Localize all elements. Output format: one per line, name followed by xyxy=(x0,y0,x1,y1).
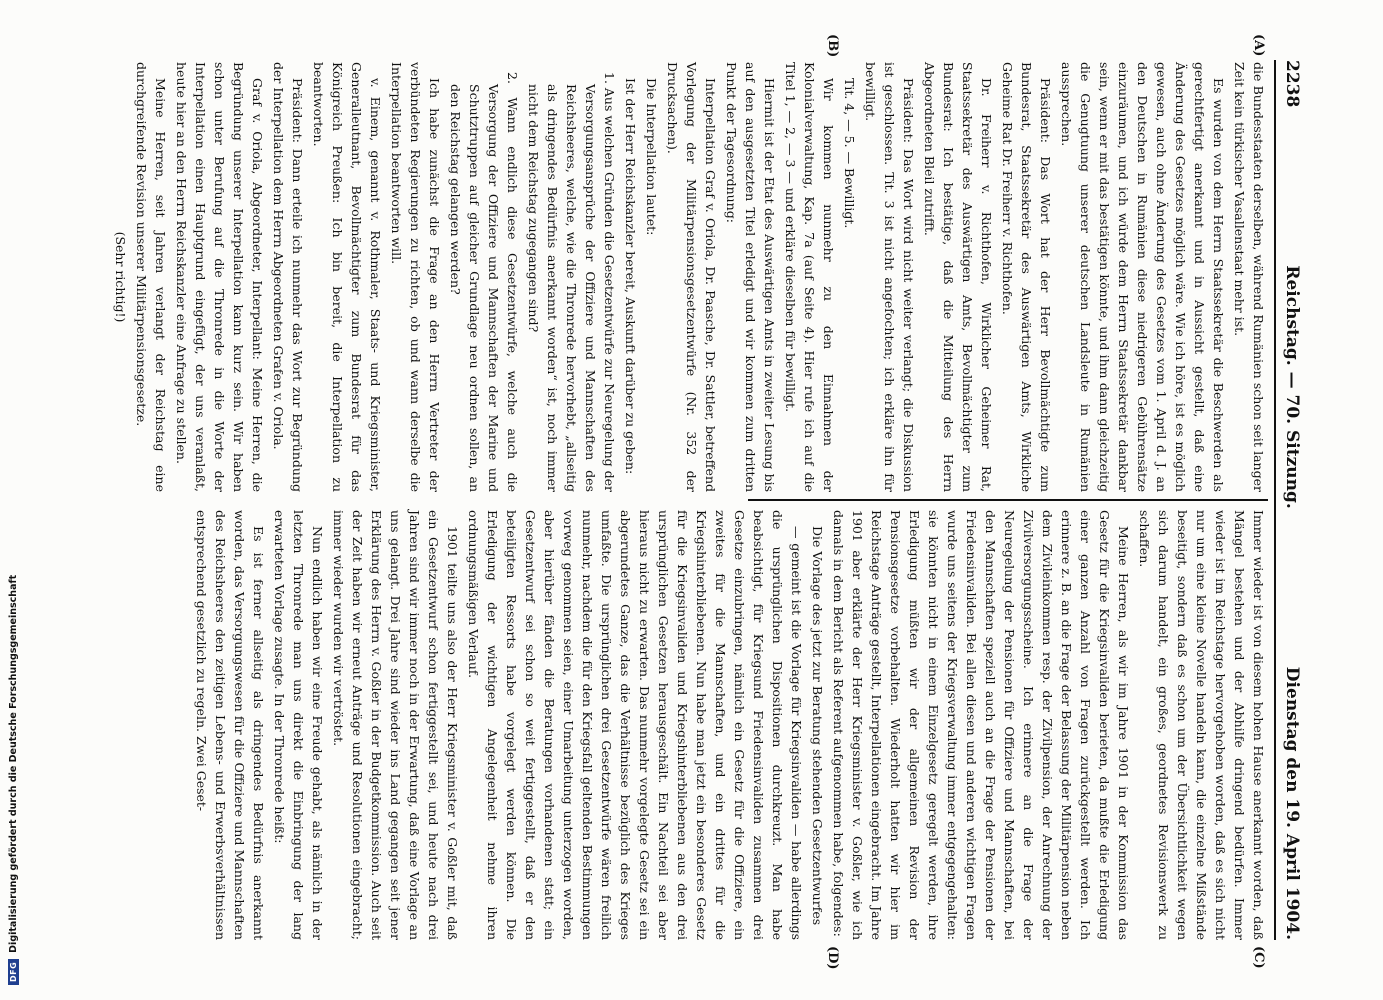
paragraph: Graf v. Oriola, Abgeordneter, Interpellant: Meine Herren, die Begründung unserer Interpellation kann kurz sein. Wir haben schon unter Berufung auf die Thronrede in die Worte der Interpellation einen Hauptgrund eingefügt, der uns veranlaßt, heute hier an den Herrn Reichskanzler eine Anfrage zu stellen. xyxy=(174,62,265,492)
paragraph: Es ist ferner allseitig als dringendes Bedürfnis anerkannt worden, das Versorgungswesen für die Offiziere und Mannschaften des Reichsheeres den zeitigen Lebens- und Erwerbsverhältnissen entsprechend gesetzlich zu regeln. Zwei Geset- xyxy=(194,510,266,940)
marker-d: (D) xyxy=(825,946,840,970)
paragraph: (Sehr richtig!) xyxy=(113,231,128,323)
page-number: 2238 xyxy=(1282,60,1302,108)
paragraph: 1901 teilte uns also der Herr Kriegsminister v. Goßler mit, daß ein Gesetzentwurf schon fertiggestellt sei, und heute nach drei Jahren sind wir immer noch in der Erwartung, daß eine Vorlage an uns gelangt. Drei Jahre sind wieder ins Land gegangen seit jener Erklärung des Herrn v. Goßler in der Budgetkommission. Auch seit der Zeit haben wir erneut Anträge und Resolutionen eingebracht; immer wieder wurden wir vertröstet. xyxy=(331,510,460,940)
paragraph: Meine Herren, als wir im Jahre 1901 in der Kommission das Gesetz für die Kriegsinvaliden berieten, da mußte die Erledigung einer ganzen Anzahl von Fragen zurückgestellt werden. Ich erinnere z. B. an die Frage der Belassung der Militärpension neben dem Zivileinkommen resp. der Zivilpension, der Anrechnung der Zivilversorgungsscheine. Ich erinnere an die Frage der Neuregelung der Pensionen für Offiziere und Mannschaften, bei den Mannschaften speziell auch an die Frage der Pensionen der Friedensinvaliden. Bei allen diesen und anderen wichtigen Fragen wurde uns seitens der Kriegsverwaltung immer entgegengehalten: sie könnten nicht in einem Einzelgesetz geregelt werden, ihre Erledigung müßten wir der allgemeinen Revision der Pensionsgesetze vorbehalten. Wiederholt hatten wir hier im Reichstage Anträge gestellt, Interpellationen eingebracht. Im Jahre 1901 aber erklärte der Herr Kriegsminister v. Goßler, wie ich damals in dem Bericht als Referent aufgenommen habe, folgendes: xyxy=(831,510,1131,940)
paragraph: Präsident: Dann erteile ich nunmehr das Wort zur Begründung der Interpellation dem Herrn Abgeordneten Grafen v. Oriola. xyxy=(271,62,305,492)
paragraph: 1. Aus welchen Gründen die Gesetzentwürfe zur Neuregelung der Versorgungsansprüche der Offiziere und Mannschaften des Reichsheeres, welche, wie die Thronrede hervorhebt, „allseitig als dringendes Bedürfnis anerkannt worden“ ist, noch immer nicht dem Reichstag zugegangen sind? xyxy=(526,72,617,492)
paragraph: Die Interpellation lautet: xyxy=(644,78,659,236)
digitization-credit xyxy=(6,0,20,985)
paragraph: Interpellation Graf v. Oriola, Dr. Paasche, Dr. Sattler, betreffend Vorlegung der Militärpensionsgesetzentwürfe (Nr. 352 der Drucksachen). xyxy=(665,62,718,492)
paragraph: Präsident: Das Wort wird nicht weiter verlangt; die Diskussion ist geschlossen. Tit. 3 ist nicht angefochten; ich erkläre ihn für bewilligt. xyxy=(863,62,916,492)
paragraph: v. Einem, genannt v. Rothmaler, Staats- und Kriegsminister, Generalleutnant, Bevollmächtigter zum Bundesrat für das Königreich Preußen: Ich bin bereit, die Interpellation zu beantworten. xyxy=(311,62,383,492)
digitization-credit-text: Digitalisierung gefördert durch die Deutsche Forschungsgemeinschaft xyxy=(7,574,19,953)
paragraph: die Bundesstaaten derselben, während Rumänien schon seit langer Zeit kein türkischer Vasallenstaat mehr ist. xyxy=(1232,62,1266,492)
column-divider xyxy=(748,499,1268,501)
paragraph: 2. Wann endlich diese Gesetzentwürfe, welche auch die Versorgung der Offiziere und Mannschaften der Marine und Schutztruppen auf gleicher Grundlage neu ordnen sollen, an den Reichstag gelangen werden? xyxy=(448,72,520,492)
paragraph: Hiermit ist der Etat des Auswärtigen Amts in zweiter Lesung bis auf den ausgesetzten Titel erledigt und wir kommen zum dritten Punkt der Tagesordnung: xyxy=(724,62,777,492)
paragraph: Es wurden von dem Herrn Staatssekretär die Beschwerden als gerechtfertigt anerkannt und in Aussicht gestellt, daß eine Änderung des Gesetzes möglich wäre. Wie ich höre, ist es möglich gewesen, auch ohne Änderung des Gesetzes vom 1. April d. J. an den Deutschen in Rumänien diese niedrigeren Gebührensätze einzuräumen, und ich würde dem Herrn Staatssekretär dankbar sein, wenn er mit das bestätigen könnte, und ihm dann gleichzeitig die Genugtuung unserer deutschen Landsleute in Rumänien aussprechen. xyxy=(1059,62,1226,492)
paragraph: Die Vorlage des jetzt zur Beratung stehenden Gesetzentwurfes xyxy=(810,526,825,926)
paragraph: Ist der Herr Reichskanzler bereit, Auskunft darüber zu geben: xyxy=(623,78,638,475)
paragraph: Nun endlich haben wir eine Freude gehabt, als nämlich in der letzten Thronrede man uns direkt die Einbringung der lang erwarteten Vorlage zusagte. In der Thronrede heißt: xyxy=(272,510,325,940)
paragraph: Immer wieder ist von diesem hohen Hause anerkannt worden, daß Mängel bestehen und der Abhilfe dringend bedürfen. Immer wieder ist im Reichstage hervorgehoben worden, daß es sich nicht nur um eine kleine Novelle handeln kann, die einzelne Mißstände beseitigt, sondern daß es schon um der Übersichtlichkeit wegen sich darum handelt, ein großes, geordnetes Revisionswerk zu schaffen. xyxy=(1137,510,1266,940)
paragraph: Dr. Freiherr v. Richthofen, Wirklicher Geheimer Rat, Staatssekretär des Auswärtigen Amts, Bevollmächtigter zum Bundesrat: Ich bestätige, daß die Mitteilung des Herrn Abgeordneten Bleil zutrifft. xyxy=(922,62,994,492)
marker-b: (B) xyxy=(825,34,840,58)
running-head xyxy=(1278,60,1306,940)
paragraph: Präsident: Das Wort hat der Herr Bevollmächtigte zum Bundesrat, Staatssekretär des Auswärtigen Amts, Wirkliche Geheime Rat Dr. Freiherr v. Richthofen. xyxy=(1000,62,1053,492)
header-rule xyxy=(1274,60,1276,940)
paragraph: — gemeint ist die Vorlage für Kriegsinvaliden — habe allerdings die ursprünglichen Dispositionen durchkreuzt. Man habe beabsichtigt, für Kriegsund Friedensinvaliden zusammen drei Gesetze einzubringen, nämlich ein Gesetz für die Offiziere, ein zweites für die Mannschaften, und ein drittes für die Kriegshinterbliebenen. Nun habe man jetzt ein besonderes Gesetz für die Kriegsinvaliden und Kriegshinterbliebenen aus den drei ursprünglichen Gesetzen herausgeschält. Ein Nachteil sei aber hieraus nicht zu erwarten. Das nunmehr vorgelegte Gesetz sei ein abgerundetes Ganze, das die Verhältnisse bezüglich des Krieges umfaßte. Die ursprünglichen drei Gesetzentwürfe wären freilich nunmehr, nachdem die für den Kriegsfall geltenden Bestimmungen vorweg genommen seien, einer Umarbeitung unterzogen worden, aber hierüber fänden die Beratungen vorhandenen statt; ein Gesetzentwurf sei schon so weit fertiggestellt, daß er den beteiligten Ressorts habe vorgelegt werden können. Die Erledigung der wichtigen Angelegenheit nehme ihren ordnungsmäßigen Verlauf. xyxy=(466,510,804,940)
paragraph: Tit. 4, — 5. — Bewilligt. xyxy=(842,78,857,229)
marker-c: (C) xyxy=(1251,946,1266,969)
right-column xyxy=(190,510,1268,940)
paragraph: Wir kommen nunmehr zu den Einnahmen der Kolonialverwaltung, Kap. 7a (auf Seite 4). Hier rufe ich auf die Titel 1, — 2, — 3 — und erkläre dieselben für bewilligt. xyxy=(783,62,836,492)
paragraph: Ich habe zunächst die Frage an den Herrn Vertreter der verbündeten Regierungen zu richten, ob und wann derselbe die Interpellation beantworten will. xyxy=(389,62,442,492)
left-column xyxy=(109,62,1268,492)
rotated-page-frame xyxy=(7,0,1310,1000)
paragraph: Meine Herren, seit Jahren verlangt der Reichstag eine durchgreifende Revision unserer Militärpensionsgesetze. xyxy=(134,62,168,492)
session-title: Reichstag. — 70. Sitzung. xyxy=(1282,265,1302,509)
session-date: Dienstag den 19. April 1904. xyxy=(1282,666,1302,940)
marker-a: (A) xyxy=(1251,34,1266,57)
dfg-logo: DFG xyxy=(8,959,19,985)
